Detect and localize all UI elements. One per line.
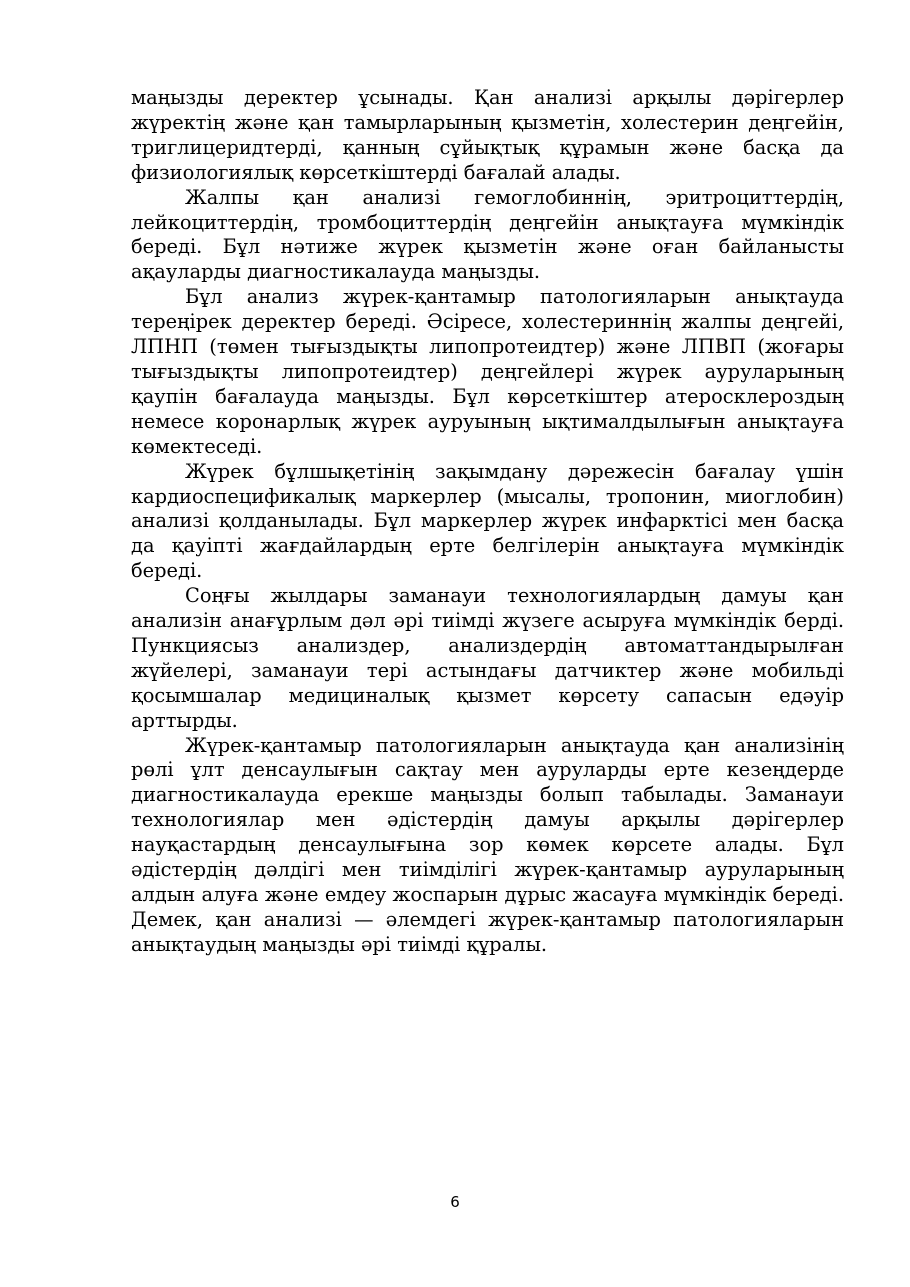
paragraph: Соңғы жылдары заманауи технологиялардың дамуы қан анализін анағұрлым дәл әрі тиімді жүзеге асыруға мүмкіндік берді. Пункциясыз анализдер, анализдердің автоматтандырылған жүйелері, заманауи тері астындағы датчиктер және мобильді қосымшалар медициналық қызмет көрсету сапасын едәуір арттырды. [131,584,844,732]
page-number: 6 [450,1193,460,1211]
paragraph: Жүрек-қантамыр патологияларын анықтауда қан анализінің рөлі ұлт денсаулығын сақтау мен ауруларды ерте кезеңдерде диагностикалауда ерекше маңызды болып табылады. Заманауи технологиялар мен әдістердің дамуы арқылы дәрігерлер науқастардың денсаулығына зор көмек көрсете алады. Бұл әдістердің дәлдігі мен тиімділігі жүрек-қантамыр ауруларының алдын алуға және емдеу жоспарын дұрыс жасауға мүмкіндік береді. Демек, қан анализі — әлемдегі жүрек-қантамыр патологияларын анықтаудың маңызды әрі тиімді құралы. [131,733,844,956]
paragraph: Жүрек бұлшықетінің зақымдану дәрежесін бағалау үшін кардиоспецификалық маркерлер (мысалы, тропонин, миоглобин) анализі қолданылады. Бұл маркерлер жүрек инфарктісі мен басқа да қауіпті жағдайлардың ерте белгілерін анықтауға мүмкіндік береді. [131,459,844,583]
body-text [131,86,844,958]
paragraph: Бұл анализ жүрек-қантамыр патологияларын анықтауда тереңірек деректер береді. Әсіресе, холестериннің жалпы деңгейі, ЛПНП (төмен тығыздықты липопротеидтер) және ЛПВП (жоғары тығыздықты липопротеидтер) деңгейлері жүрек ауруларының қаупін бағалауда маңызды. Бұл көрсеткіштер атеросклероздың немесе коронарлық жүрек ауруының ықтималдылығын анықтауға көмектеседі. [131,285,844,458]
paragraph-continuation: маңызды деректер ұсынады. Қан анализі арқылы дәрігерлер жүректің және қан тамырларының қызметін, холестерин деңгейін, триглицеридтерді, қанның сұйықтық құрамын және басқа да физиологиялық көрсеткіштерді бағалай алады. [131,86,844,184]
paragraph: Жалпы қан анализі гемоглобиннің, эритроциттердің, лейкоциттердің, тромбоциттердің деңгейін анықтауға мүмкіндік береді. Бұл нәтиже жүрек қызметін және оған байланысты ақауларды диагностикалауда маңызды. [131,185,844,284]
